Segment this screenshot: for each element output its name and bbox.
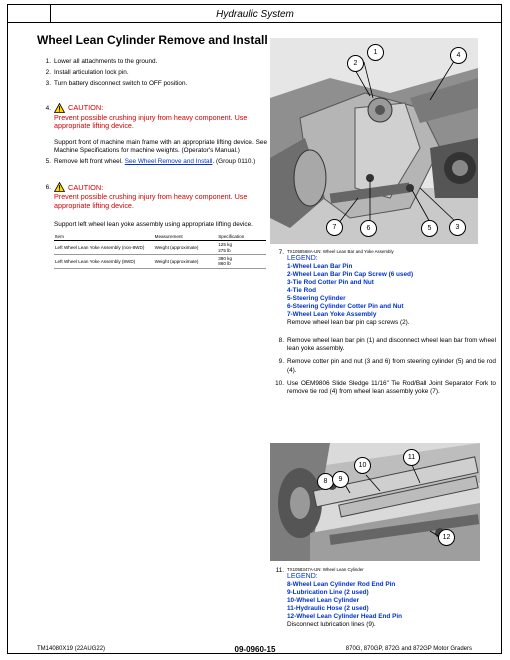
legend-item: 1-Wheel Lean Bar Pin xyxy=(287,263,353,270)
callout-4: 4 xyxy=(450,47,467,64)
step-text: Remove cotter pin and nut (3 and 6) from steering cylinder (5) and tie rod (4). xyxy=(287,358,496,374)
step-4-text: Support front of machine main frame with an appropriate lifting device. See Machine Specifications for machine weights. (Operator's Manual.) xyxy=(54,138,267,154)
step-11-caption: Disconnect lubrication lines (9). xyxy=(287,621,376,628)
col-specification: Specification xyxy=(217,233,266,241)
step-number: 5. xyxy=(45,158,51,166)
spec-table xyxy=(54,233,266,269)
legend-item: 5-Steering Cylinder xyxy=(287,295,346,302)
page-title: Wheel Lean Cylinder Remove and Install xyxy=(37,33,268,47)
spec-measurement: Weight (approximate) xyxy=(154,241,218,255)
callout-2: 2 xyxy=(347,55,364,72)
legend-item: 11-Hydraulic Hose (2 used) xyxy=(287,605,369,612)
step-10 xyxy=(270,380,496,396)
step-7-caption: Remove wheel lean bar pin cap screws (2). xyxy=(287,319,410,326)
step-number: 10. xyxy=(275,379,284,387)
step-text: Lower all attachments to the ground. xyxy=(54,58,158,65)
table-row xyxy=(54,241,266,255)
legend-item: 9-Lubrication Line (2 used) xyxy=(287,589,369,596)
callout-8: 8 xyxy=(317,473,334,490)
step-number: 3. xyxy=(45,80,51,88)
step-3 xyxy=(37,80,267,88)
step-number: 6. xyxy=(45,184,51,192)
footer-doc-id: TM14080X19 (22AUG22) xyxy=(37,646,106,652)
step-text: Remove left front wheel. xyxy=(54,158,123,166)
spec-item: Left Wheel Lean Yoke Assembly (non-8WD) xyxy=(54,241,154,255)
spec-item: Left Wheel Lean Yoke Assembly (8WD) xyxy=(54,255,154,269)
legend-item: 3-Tie Rod Cotter Pin and Nut xyxy=(287,279,374,286)
step-text: Install articulation lock pin. xyxy=(54,69,129,77)
callout-5: 5 xyxy=(421,220,438,237)
spec-value-alt: 275 lb xyxy=(218,247,231,253)
warning-triangle-icon xyxy=(54,103,65,113)
spec-measurement: Weight (approximate) xyxy=(154,255,218,269)
legend-item: 4-Tie Rod xyxy=(287,287,316,294)
caution-label: CAUTION: xyxy=(68,182,104,192)
step-number: 1. xyxy=(45,58,51,65)
figure-id: TX1058347A-UN: Wheel Lean Cylinder xyxy=(287,567,364,572)
footer-page-number: 09-0960-15 xyxy=(234,645,276,654)
step-number: 2. xyxy=(45,69,51,77)
left-column xyxy=(37,58,267,269)
callout-6: 6 xyxy=(360,220,377,237)
step-7-legend xyxy=(270,249,496,327)
spec-value: 390 kg xyxy=(218,256,233,262)
warning-triangle-icon xyxy=(54,182,65,192)
spec-value: 125 kg xyxy=(218,242,233,248)
spec-table-header xyxy=(54,233,266,241)
caution-message: Prevent possible crushing injury from heavy component. Use appropriate lifting device. xyxy=(54,112,248,131)
figure-wheel-lean-cylinder xyxy=(270,443,480,561)
step-1 xyxy=(37,58,267,66)
step-7 xyxy=(270,249,496,327)
table-row xyxy=(54,255,266,269)
legend-title: LEGEND: xyxy=(287,255,318,262)
step-5 xyxy=(37,158,267,166)
step-number: 11. xyxy=(275,567,284,574)
legend-item: 2-Wheel Lean Bar Pin Cap Screw (6 used) xyxy=(287,271,414,278)
caution-message: Prevent possible crushing injury from heavy component. Use appropriate lifting device. xyxy=(54,192,248,210)
header-rule xyxy=(7,22,502,23)
step-6-text: Support left wheel lean yoke assembly using appropriate lifting device. xyxy=(54,220,253,228)
callout-1: 1 xyxy=(367,44,384,61)
callout-11: 11 xyxy=(403,449,420,466)
step-text: Remove wheel lean bar pin (1) and disconnect wheel lean bar from wheel lean yoke assembly. xyxy=(287,337,496,353)
spec-value-alt: 860 lb xyxy=(218,261,231,267)
right-steps xyxy=(270,337,496,399)
legend-title: LEGEND: xyxy=(287,573,318,580)
callout-10: 10 xyxy=(354,457,371,474)
legend-item: 10-Wheel Lean Cylinder xyxy=(287,597,360,604)
step-number: 9. xyxy=(278,358,284,366)
step-2 xyxy=(37,69,267,77)
step-text: Use OEM9806 Slide Sledge 11/16" Tie Rod/Ball Joint Separator Fork to remove tie rod (4) from wheel lean assembly yoke (7). xyxy=(287,379,496,396)
callout-9: 9 xyxy=(332,471,349,488)
legend-item: 8-Wheel Lean Cylinder Rod End Pin xyxy=(287,581,396,588)
figure-1-illustration xyxy=(270,38,478,244)
figure-id: TX1058568A-UN: Wheel Lean Bar and Yoke Assembly xyxy=(287,249,394,254)
step-number: 8. xyxy=(278,337,284,344)
callout-7: 7 xyxy=(326,219,343,236)
footer-models: 870G, 870GP, 872G and 872GP Motor Graders xyxy=(345,646,472,652)
step-9 xyxy=(270,358,496,374)
step-11 xyxy=(270,567,496,629)
wheel-remove-install-link[interactable]: See Wheel Remove and Install xyxy=(124,158,213,166)
step-8 xyxy=(270,337,496,353)
callout-3: 3 xyxy=(449,219,466,236)
step-text: Turn battery disconnect switch to OFF position. xyxy=(54,80,188,88)
caution-block-1 xyxy=(37,103,267,131)
step-number: 7. xyxy=(278,249,284,256)
step-text-suffix: . (Group 0110.) xyxy=(212,158,256,166)
col-item: Item xyxy=(54,233,154,241)
caution-label: CAUTION: xyxy=(68,103,104,113)
caution-block-2 xyxy=(37,182,267,210)
legend-item: 7-Wheel Lean Yoke Assembly xyxy=(287,311,377,318)
step-11-legend xyxy=(270,567,496,629)
section-header: Hydraulic System xyxy=(216,9,294,20)
legend-item: 12-Wheel Lean Cylinder Head End Pin xyxy=(287,613,403,620)
figure-wheel-lean-bar-yoke xyxy=(270,38,478,244)
callout-12: 12 xyxy=(438,529,455,546)
col-measurement: Measurement xyxy=(154,233,218,241)
step-number: 4. xyxy=(45,104,51,112)
legend-item: 6-Steering Cylinder Cotter Pin and Nut xyxy=(287,303,404,310)
